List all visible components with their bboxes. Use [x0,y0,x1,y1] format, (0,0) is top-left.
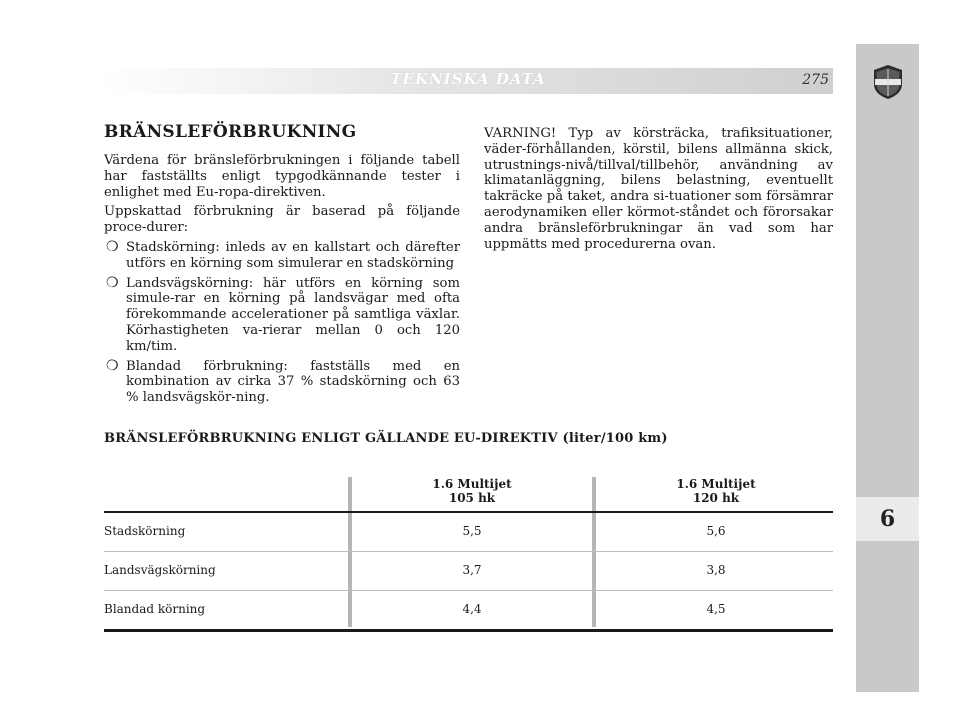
list-item [104,359,460,406]
table-row [104,513,833,552]
intro-paragraph: Värdena för bränsleförbrukningen i följande tabell har fastställts enligt typgodkännande tester i enlighet med Eu-ropa-direktiven. [104,153,460,200]
row-label: Blandad körning [104,602,206,616]
row-label: Landsvägskörning [104,563,216,577]
header-title: TEKNISKA DATA [390,70,546,88]
section-title: BRÄNSLEFÖRBRUKNING [104,122,357,142]
bullet-icon: ❍ [106,357,119,374]
column-power: 120 hk [692,491,740,505]
row-value: 4,4 [462,602,482,616]
list-item [104,276,460,355]
table-title: BRÄNSLEFÖRBRUKNING ENLIGT GÄLLANDE EU-DIREKTIV (liter/100 km) [104,431,668,446]
list-item-text: Stadskörning: inleds av en kallstart och därefter utförs en körning som simulerar en stadskörning [126,239,460,271]
warning-paragraph: VARNING! Typ av körsträcka, trafiksituationer, väder-förhållanden, körstil, bilens allmänna skick, utrustnings-nivå/tillval/tillbehör, användning av klimatanläggning, bilens belastning, eventuellt takräcke på taket, andra si-tuationer som försämrar aerodynamiken eller körmot-ståndet och förorsakar andra bränsleförbrukningar än vad som har uppmätts med procedurerna ovan. [484,126,833,252]
consumption-table [104,477,833,629]
page-header [103,68,833,94]
table-row [104,552,833,591]
chapter-number: 6 [856,497,919,541]
bullet-icon: ❍ [106,274,119,291]
column-engine: 1.6 Multijet [432,477,512,491]
lancia-logo-icon [872,64,904,100]
row-label: Stadskörning [104,524,186,538]
column-power: 105 hk [448,491,496,505]
column-engine: 1.6 Multijet [676,477,756,491]
list-item-text: Blandad förbrukning: fastställs med en kombination av cirka 37 % stadskörning och 63 % landsvägskör-ning. [126,358,460,406]
bullet-icon: ❍ [106,238,119,255]
row-value: 5,5 [462,524,482,538]
list-item [104,240,460,272]
row-value: 4,5 [706,602,726,616]
table-row [104,591,833,632]
procedure-list [104,240,460,406]
row-value: 5,6 [706,524,726,538]
list-item-text: Landsvägskörning: här utförs en körning som simule-rar en körning på landsvägar med ofta förekommande accelerationer på samtliga växlar. Körhastigheten va-rierar mellan 0 och 120 km/tim. [126,275,460,354]
chapter-side-tab [856,44,919,692]
right-column [484,126,833,256]
row-value: 3,8 [706,563,726,577]
column-header [596,477,836,505]
row-value: 3,7 [462,563,482,577]
left-column [104,122,460,410]
column-header [352,477,592,505]
page-number: 275 [802,72,829,88]
procedure-intro: Uppskattad förbrukning är baserad på följande proce-durer: [104,204,460,236]
